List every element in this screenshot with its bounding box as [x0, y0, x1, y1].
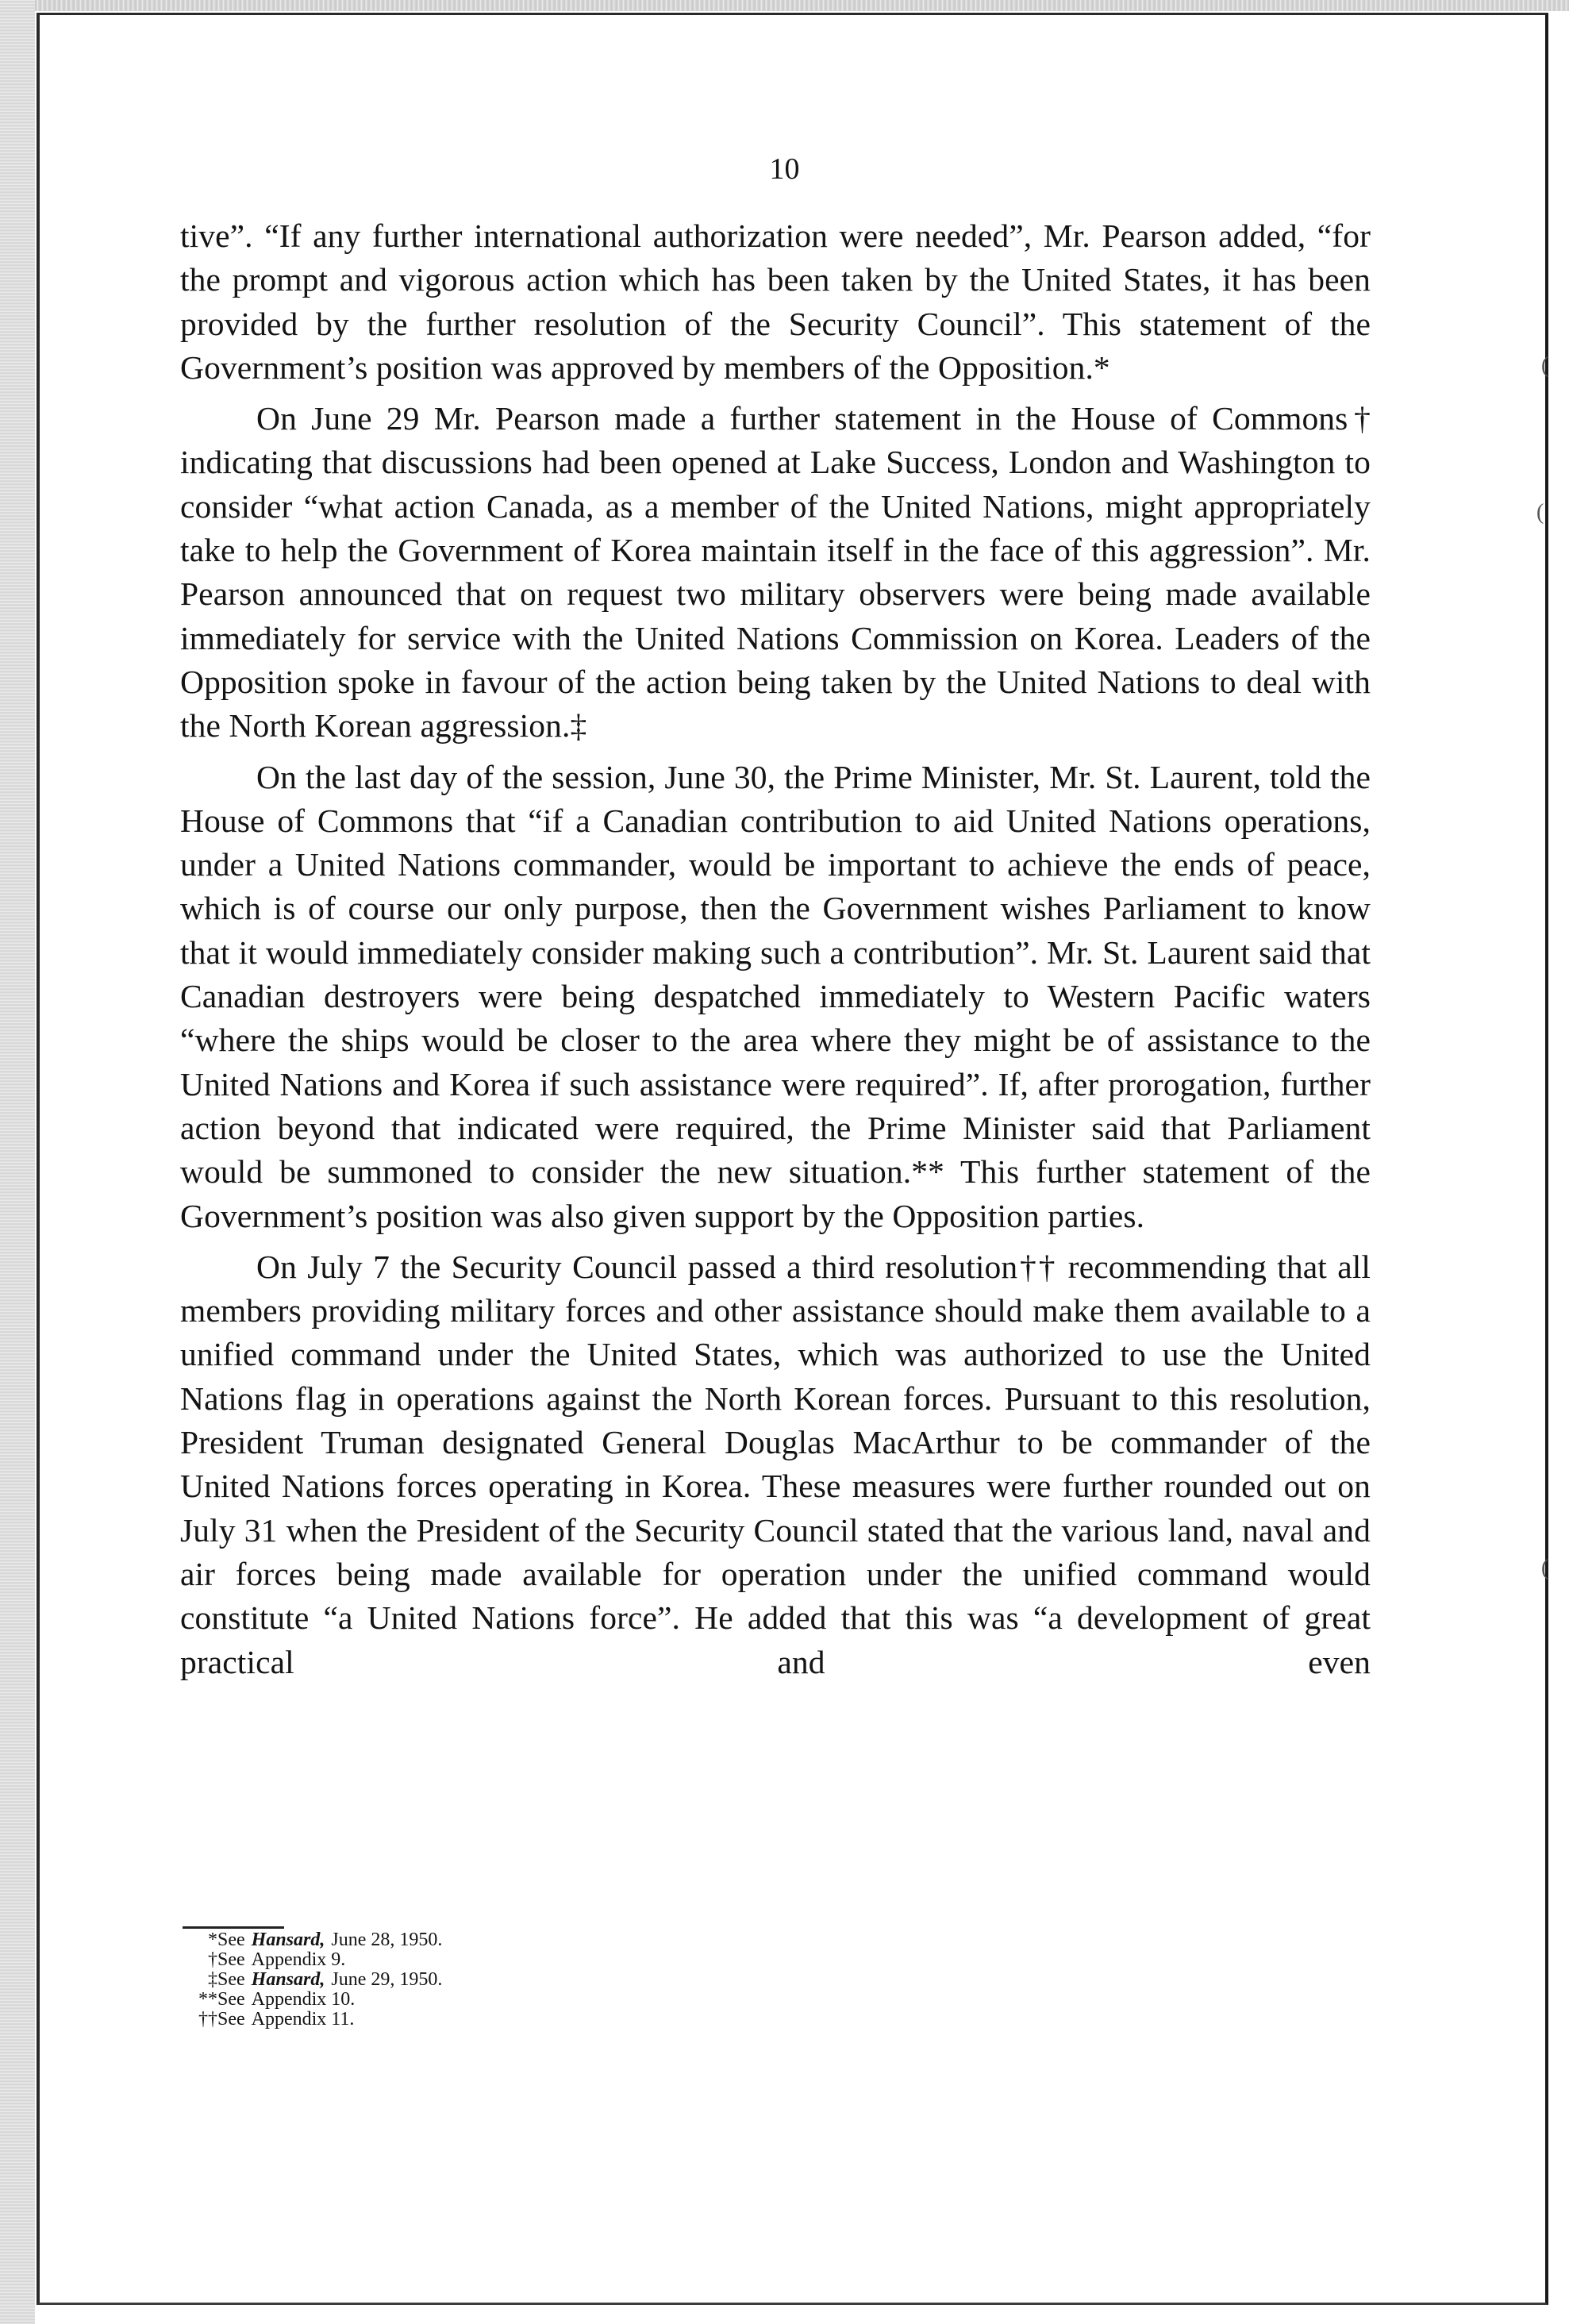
footnote-text: Appendix 11. — [251, 2009, 355, 2030]
footnote-mark: † — [208, 1949, 217, 1970]
edge-mark: ( — [1541, 1556, 1549, 1580]
paragraph-3: On the last day of the session, June 30, the Prime Minister, Mr. St. Laurent, told the House of Commons that “if a Canadian contribution to aid United Nations operations, under a United Nations commander, would be important to achieve the ends of peace, which is of course our only purpose, then the Government wishes Parliament to know that it would immediately consider making such a contribution”. Mr. St. Laurent said that Canadian destroyers were being despatched immediately to Western Pacific waters “where the ships would be closer to the area where they might be of assistance to the United Nations and Korea if such assistance were required”. If, after prorogation, further action beyond that indicated were required, the Prime Minister said that Parliament would be summoned to consider the new situation.** This further statement of the Government’s position was also given support by the Opposition parties. — [180, 758, 1371, 1234]
footnote-4 — [183, 1990, 442, 2010]
edge-mark: ( — [1536, 500, 1544, 525]
footnote-mark: †† — [198, 2009, 217, 2030]
footnote-1 — [183, 1930, 442, 1950]
footnote-label: See — [217, 1930, 245, 1950]
footnote-label: See — [217, 1949, 245, 1970]
body-text — [180, 214, 1371, 1691]
binding-edge-marks — [1536, 0, 1557, 2324]
footnote-text: Appendix 10. — [251, 1989, 356, 2010]
footnote-3 — [183, 1970, 442, 1990]
page-number: 10 — [769, 152, 800, 186]
paragraph-2: On June 29 Mr. Pearson made a further statement in the House of Commons† indicating that discussions had been opened at Lake Success, London and Washington to consider “what action Canada, as a member of the United Nations, might appropriately take to help the Government of Korea maintain itself in the face of this aggression”. Mr. Pearson announced that on request two military observers were being made available immediately for service with the United Nations Commission on Korea. Leaders of the Opposition spoke in favour of the action being taken by the United Nations to deal with the North Korean aggression.‡ — [180, 400, 1371, 745]
edge-mark: ( — [1541, 353, 1549, 378]
scan-border-top — [0, 0, 1569, 11]
paragraph-4: On July 7 the Security Council passed a third resolution†† recommending that all members providing military forces and other assistance should make them available to a unified command under the United States, which was authorized to use the United Nations flag in operations against the North Korean forces. Pursuant to this resolution, President Truman designated General Douglas MacArthur to be commander of the United Nations forces operating in Korea. These measures were further rounded out on July 31 when the President of the Security Council stated that the various land, naval and air forces being made available for operation under the unified command would constitute “a United Nations force”. He added that this was “a development of great practical and even — [180, 1248, 1371, 1680]
footnote-source: Hansard, — [251, 1969, 325, 1990]
footnote-mark: ** — [198, 1989, 217, 2010]
footnote-divider — [183, 1926, 284, 1929]
footnote-mark: * — [208, 1930, 217, 1950]
paragraph-1: tive”. “If any further international authorization were needed”, Mr. Pearson added, “for the prompt and vigorous action which has been taken by the United States, it has been provided by the further resolution of the Security Council”. This statement of the Government’s position was approved by members of the Opposition.* — [180, 217, 1371, 386]
footnote-label: See — [217, 2009, 245, 2030]
footnote-5 — [183, 2010, 442, 2030]
footnote-mark: ‡ — [208, 1969, 217, 1990]
footnote-text: June 28, 1950. — [331, 1930, 443, 1950]
footnote-2 — [183, 1950, 442, 1970]
footnote-text: Appendix 9. — [251, 1949, 346, 1970]
footnote-text: June 29, 1950. — [331, 1969, 443, 1990]
footnote-source: Hansard, — [251, 1930, 325, 1950]
scan-border-left — [0, 0, 35, 2324]
footnote-label: See — [217, 1969, 245, 1990]
footnote-label: See — [217, 1989, 245, 2010]
footnotes — [183, 1930, 442, 2030]
